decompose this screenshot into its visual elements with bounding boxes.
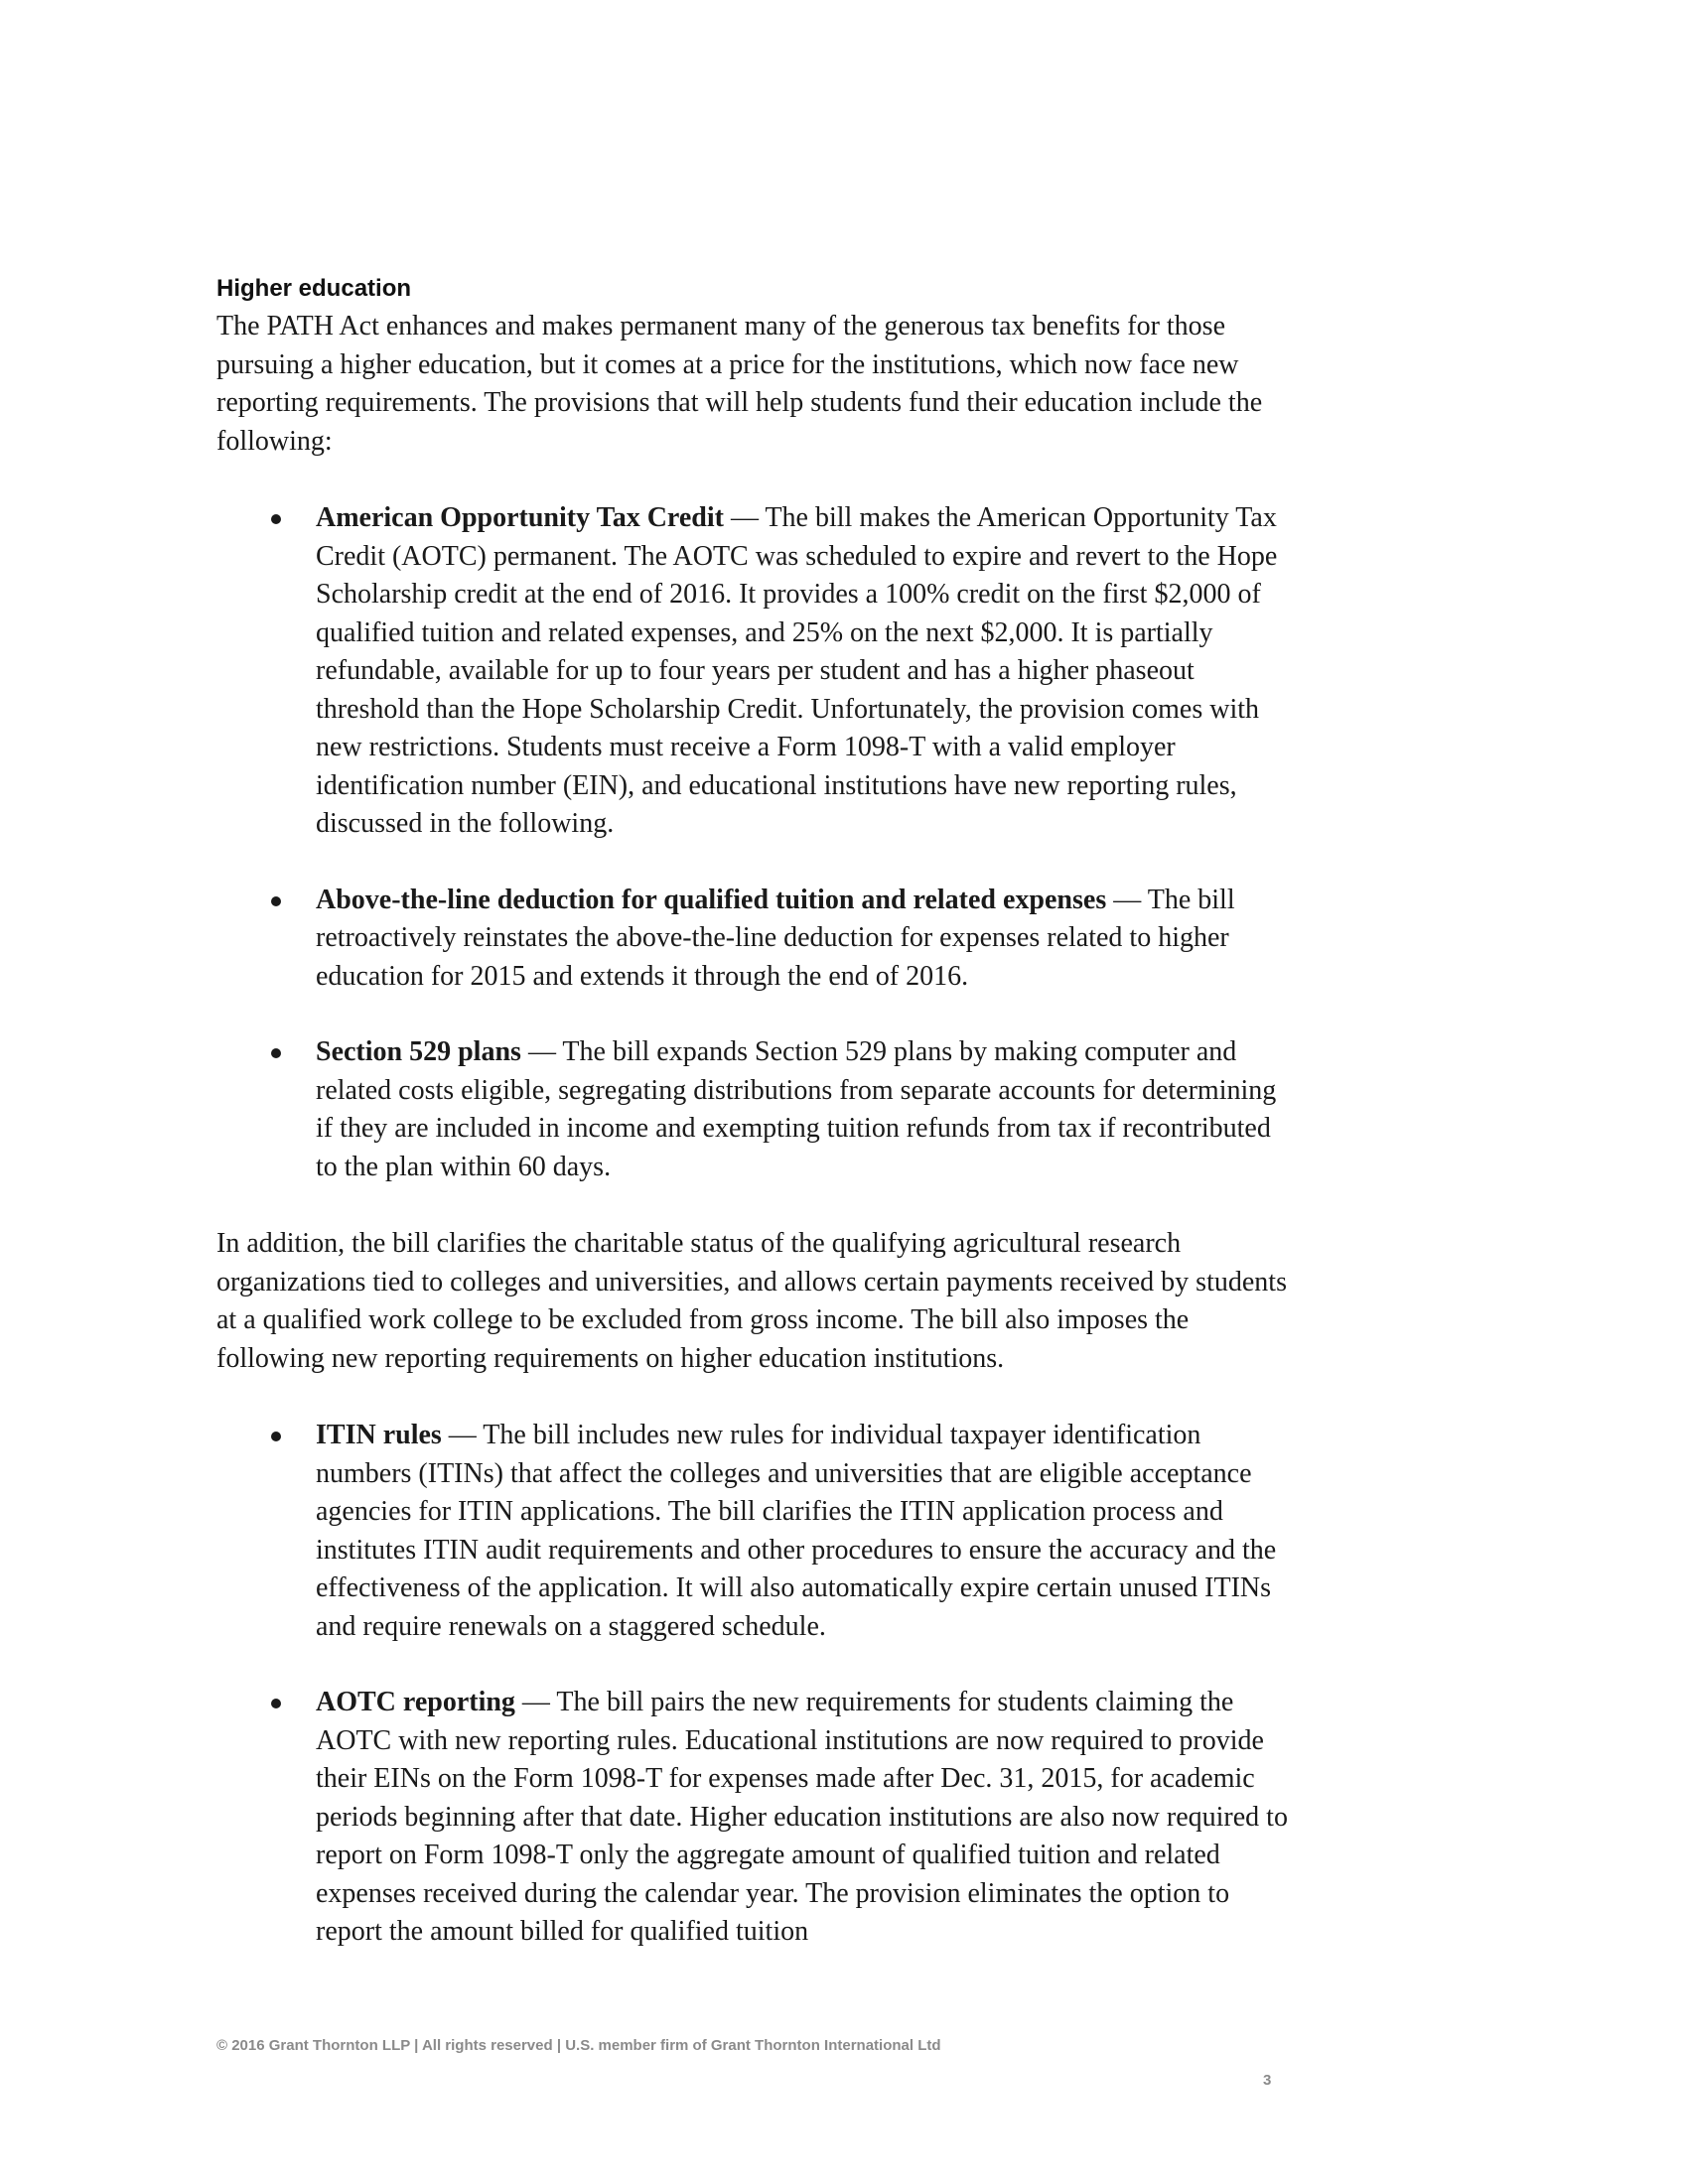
institution-requirements-list xyxy=(216,1417,1289,1952)
section-heading: Higher education xyxy=(216,275,412,302)
bullet-icon xyxy=(271,896,281,906)
bullet-text: — The bill expands Section 529 plans by making computer and related costs eligible, segregating distributions from separate accounts for determining if they are included in income and exempting tuition refunds from tax if recontributed to the plan within 60 days. xyxy=(316,1036,1277,1182)
bullet-term: AOTC reporting xyxy=(316,1687,515,1717)
bullet-text: — The bill makes the American Opportunity Tax Credit (AOTC) permanent. The AOTC was scheduled to expire and revert to the Hope Scholarship credit at the end of 2016. It provides a 100% credit on the first $2,000 of qualified tuition and related expenses, and 25% on the next $2,000. It is partially refundable, available for up to four years per student and has a higher phaseout threshold than the Hope Scholarship Credit. Unfortunately, the provision comes with new restrictions. Students must receive a Form 1098-T with a valid employer identification number (EIN), and educational institutions have new reporting rules, discussed in the following. xyxy=(316,502,1278,839)
student-provisions-list xyxy=(216,499,1289,1186)
bullet-term: ITIN rules xyxy=(316,1420,442,1450)
page-content xyxy=(216,270,1289,1990)
page-number: 3 xyxy=(1263,2072,1272,2089)
middle-paragraph: In addition, the bill clarifies the charitable status of the qualifying agricultural research organizations tied to colleges and universities, and allows certain payments received by students at a qualified work college to be excluded from gross income. The bill also imposes the following new reporting requirements on higher education institutions. xyxy=(216,1228,1287,1374)
bullet-text: — The bill retroactively reinstates the above-the-line deduction for expenses related to higher education for 2015 and extends it through the end of 2016. xyxy=(316,884,1235,992)
bullet-icon xyxy=(271,1048,281,1058)
bullet-icon xyxy=(271,1699,281,1708)
list-item xyxy=(216,882,1289,997)
bullet-text: — The bill pairs the new requirements for students claiming the AOTC with new reporting rules. Educational institutions are now required to provide their EINs on the Form 1098-T for expenses made after Dec. 31, 2015, for academic periods beginning after that date. Higher education institutions are also now required to report on Form 1098-T only the aggregate amount of qualified tuition and related expenses received during the calendar year. The provision eliminates the option to report the amount billed for qualified tuition xyxy=(316,1687,1288,1947)
list-item xyxy=(216,499,1289,844)
list-item xyxy=(216,1684,1289,1952)
list-item xyxy=(216,1033,1289,1186)
bullet-term: American Opportunity Tax Credit xyxy=(316,502,724,533)
bullet-icon xyxy=(271,1432,281,1441)
bullet-term: Above-the-line deduction for qualified tuition and related expenses xyxy=(316,884,1107,915)
intro-paragraph: The PATH Act enhances and makes permanent many of the generous tax benefits for those pursuing a higher education, but it comes at a price for the institutions, which now face new reporting requirements. The provisions that will help students fund their education include the following: xyxy=(216,311,1263,457)
bullet-text: — The bill includes new rules for individual taxpayer identification numbers (ITINs) that affect the colleges and universities that are eligible acceptance agencies for ITIN applications. The bill clarifies the ITIN application process and institutes ITIN audit requirements and other procedures to ensure the accuracy and the effectiveness of the application. It will also automatically expire certain unused ITINs and require renewals on a staggered schedule. xyxy=(316,1420,1277,1642)
list-item xyxy=(216,1417,1289,1646)
footer-copyright: © 2016 Grant Thornton LLP | All rights reserved | U.S. member firm of Grant Thornton International Ltd xyxy=(216,2037,941,2054)
bullet-icon xyxy=(271,514,281,524)
bullet-term: Section 529 plans xyxy=(316,1036,521,1067)
